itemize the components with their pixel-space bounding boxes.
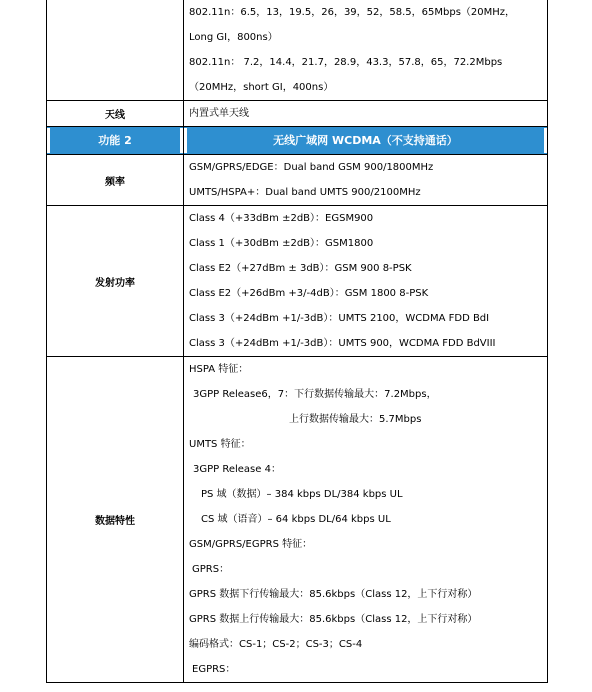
row-label-data-features: 数据特性 [47,357,184,683]
text-line: 编码格式：CS-1；CS-2；CS-3；CS-4 [189,639,363,650]
text-line: HSPA 特征： [189,364,249,375]
row-content-frequency [184,155,548,206]
text-line: GPRS 数据下行传输最大：85.6kbps（Class 12，上下行对称） [189,589,478,600]
row-content-tx-power [184,206,548,357]
row-frequency [47,155,548,206]
row-label-tx-power: 发射功率 [47,206,184,357]
text-line: GPRS： [192,564,230,575]
header-title-text: 无线广域网 WCDMA（不支持通话） [184,128,547,153]
row-tx-power [47,206,548,357]
text-line: Class 3（+24dBm +1/-3dB）：UMTS 2100，WCDMA FDD BdI [189,313,490,324]
text-line: Class E2（+26dBm +3/-4dB）：GSM 1800 8-PSK [189,288,429,299]
row-content-antenna [184,101,548,127]
text-line: EGPRS： [192,664,236,675]
header-label-text: 功能 2 [47,128,183,153]
row-wifi-rates [47,0,548,101]
text-line: UMTS 特征： [189,439,251,450]
row-function2-header [47,127,548,155]
row-antenna [47,101,548,127]
text-line: UMTS/HSPA+：Dual band UMTS 900/2100MHz [189,187,421,198]
text-line: Long GI，800ns） [189,32,278,43]
row-label-frequency: 频率 [47,155,184,206]
text-line: PS 域（数据）– 384 kbps DL/384 kbps UL [201,489,403,500]
text-line: 802.11n：6.5，13，19.5，26，39，52，58.5，65Mbps（20MHz， [189,7,516,18]
text-line: Class 3（+24dBm +1/-3dB）：UMTS 900，WCDMA FDD BdVIII [189,338,496,349]
text-line: 802.11n： 7.2，14.4，21.7，28.9，43.3，57.8，65，72.2Mbps [189,57,503,68]
row-content-data-features [184,357,548,683]
text-line: 3GPP Release 4： [193,464,281,475]
row-label-wifi-rates [47,0,184,101]
text-line: 上行数据传输最大：5.7Mbps [289,414,422,425]
row-content-wifi-rates [184,0,548,101]
text-line: （20MHz，short GI，400ns） [189,82,334,93]
row-data-features [47,357,548,683]
header-title-function2 [184,127,548,155]
text-line: Class 1（+30dBm ±2dB）：GSM1800 [189,238,374,249]
row-label-antenna: 天线 [47,101,184,127]
text-line: 内置式单天线 [189,108,249,119]
spec-table [46,0,548,683]
text-line: CS 域（语音）– 64 kbps DL/64 kbps UL [201,514,391,525]
text-line: GSM/GPRS/EGPRS 特征： [189,539,313,550]
text-line: GSM/GPRS/EDGE：Dual band GSM 900/1800MHz [189,162,434,173]
text-line: GPRS 数据上行传输最大：85.6kbps（Class 12，上下行对称） [189,614,478,625]
text-line: Class E2（+27dBm ± 3dB）：GSM 900 8-PSK [189,263,412,274]
text-line: 3GPP Release6，7：下行数据传输最大：7.2Mbps， [193,389,437,400]
header-label-function2 [47,127,184,155]
text-line: Class 4（+33dBm ±2dB）：EGSM900 [189,213,374,224]
